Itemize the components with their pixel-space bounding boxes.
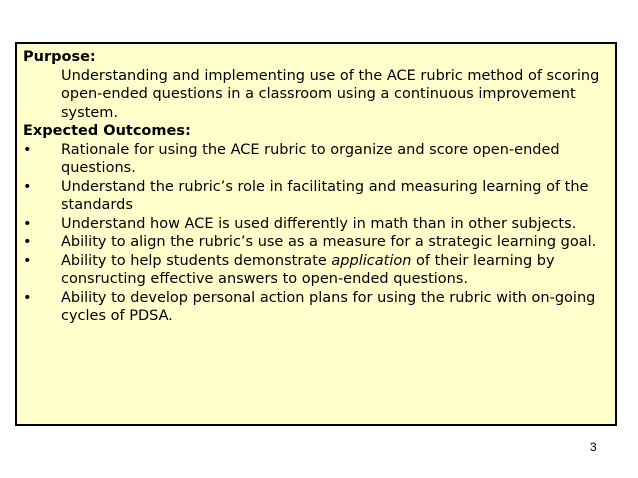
bullet-icon: • — [23, 289, 32, 306]
outcome-item — [23, 289, 605, 326]
outcome-text: Ability to align the rubric’s use as a measure for a strategic learning goal. — [61, 234, 597, 250]
outcome-item — [23, 252, 605, 289]
outcome-text: Ability to develop personal action plans for using the rubric with on-going cycles of PDSA. — [61, 289, 596, 324]
outcome-text: Understand how ACE is used differently in math than in other subjects. — [61, 215, 577, 232]
content-box — [15, 42, 617, 426]
bullet-icon: • — [23, 178, 32, 195]
outcome-item — [23, 215, 605, 234]
outcome-item — [23, 233, 605, 252]
outcome-text: Understand the rubric’s role in facilitating and measuring learning of the standards — [61, 178, 589, 213]
outcome-text — [61, 252, 605, 289]
purpose-heading: Purpose: — [23, 49, 96, 65]
page-number: 3 — [590, 440, 597, 454]
outcome-emphasis: application — [331, 252, 412, 269]
bullet-icon: • — [23, 252, 32, 269]
outcome-text: Rationale for using the ACE rubric to organize and score open-ended questions. — [61, 141, 560, 176]
outcome-text-after: of their learning by consructing effective answers to open-ended questions. — [61, 252, 555, 287]
bullet-icon: • — [23, 215, 32, 232]
outcomes-heading: Expected Outcomes: — [23, 123, 191, 139]
outcome-item — [23, 178, 605, 215]
bullet-icon: • — [23, 141, 32, 158]
outcome-text-before: Ability to help students demonstrate — [61, 252, 332, 269]
outcome-item — [23, 141, 605, 178]
bullet-icon: • — [23, 234, 32, 250]
purpose-text: Understanding and implementing use of the ACE rubric method of scoring open-ended questions in a classroom using a continuous improvement system. — [61, 67, 600, 121]
